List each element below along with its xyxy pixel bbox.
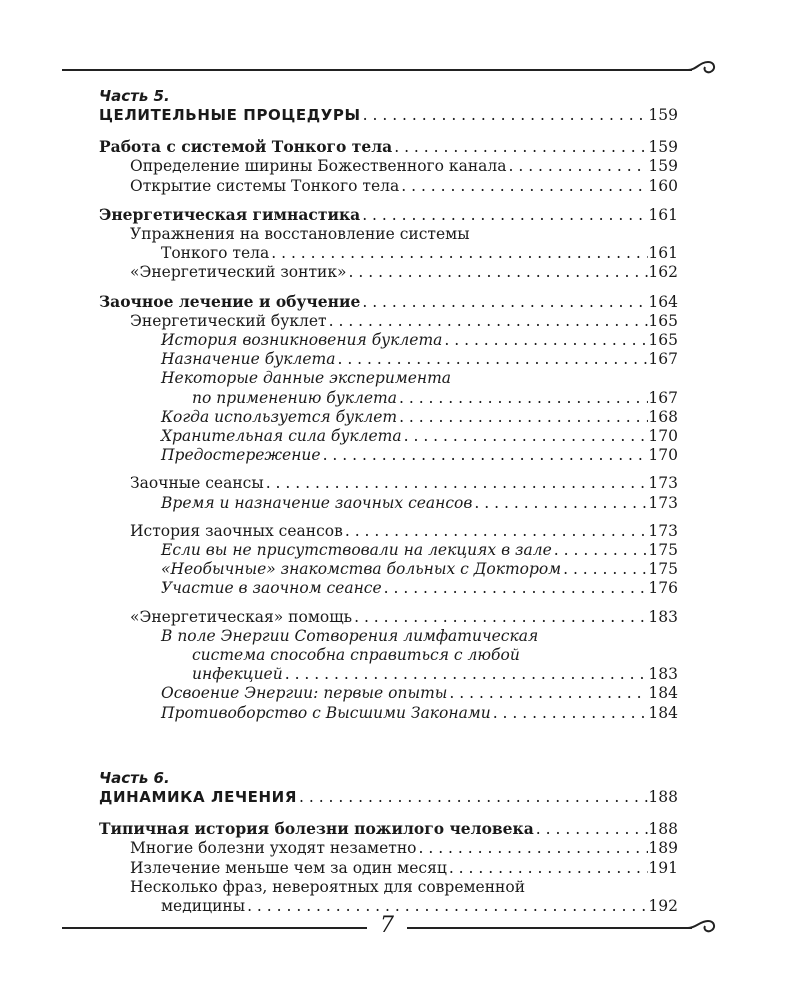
- toc-entry[interactable]: инфекцией . . . 183: [99, 665, 678, 684]
- toc-entry[interactable]: Заочное лечение и обучение . . . 164: [99, 292, 678, 312]
- top-rule: [62, 69, 692, 71]
- toc-part6-title[interactable]: ДИНАМИКА ЛЕЧЕНИЯ . . . 188: [99, 788, 678, 807]
- toc-entry[interactable]: Определение ширины Божественного канала . . . 159: [99, 157, 678, 176]
- toc-entry[interactable]: Освоение Энергии: первые опыты . . . 184: [99, 684, 678, 703]
- toc-entry[interactable]: Хранительная сила буклета . . . 170: [99, 427, 678, 446]
- toc-entry[interactable]: Предостережение . . . 170: [99, 446, 678, 465]
- toc-entry[interactable]: «Необычные» знакомства больных с Доктором . . . 175: [99, 560, 678, 579]
- toc-entry[interactable]: Участие в заочном сеансе . . . 176: [99, 579, 678, 598]
- toc-entry[interactable]: «Энергетическая» помощь . . . 183: [99, 608, 678, 627]
- part6-label: Часть 6.: [99, 768, 170, 787]
- bottom-rule-left: [62, 927, 367, 929]
- toc-entry-line[interactable]: Некоторые данные эксперимента: [161, 369, 452, 388]
- toc-entry[interactable]: Излечение меньше чем за один месяц . . . 191: [99, 859, 678, 878]
- toc-entry[interactable]: Энергетический буклет . . . 165: [99, 312, 678, 331]
- toc-entry[interactable]: Противоборство с Высшими Законами . . . 184: [99, 704, 678, 723]
- table-of-contents: [99, 87, 678, 916]
- toc-entry[interactable]: История возникновения буклета . . . 165: [99, 331, 678, 350]
- top-flourish-icon: [688, 58, 718, 78]
- toc-entry-line[interactable]: Несколько фраз, невероятных для современной: [130, 877, 526, 896]
- page-number: 7: [380, 913, 394, 938]
- toc-entry[interactable]: Заочные сеансы . . . 173: [99, 474, 678, 493]
- toc-entry[interactable]: Типичная история болезни пожилого человека . . . 188: [99, 819, 678, 839]
- toc-entry[interactable]: Работа с системой Тонкого тела . . . 159: [99, 137, 678, 157]
- toc-entry-line[interactable]: В поле Энергии Сотворения лимфатическая: [161, 626, 539, 645]
- bottom-flourish-icon: [688, 918, 718, 938]
- toc-entry[interactable]: Время и назначение заочных сеансов . . . 173: [99, 494, 678, 513]
- toc-entry[interactable]: История заочных сеансов . . . 173: [99, 522, 678, 541]
- part5-label: Часть 5.: [99, 87, 170, 105]
- toc-entry[interactable]: «Энергетический зонтик» . . . 162: [99, 263, 678, 282]
- toc-entry[interactable]: Когда используется буклет . . . 168: [99, 408, 678, 427]
- toc-entry-line[interactable]: Упражнения на восстановление системы: [130, 225, 470, 244]
- toc-entry-line[interactable]: система способна справиться с любой: [192, 646, 520, 665]
- bottom-rule-right: [407, 927, 692, 929]
- toc-entry[interactable]: Назначение буклета . . . 167: [99, 350, 678, 369]
- toc-part5-title[interactable]: ЦЕЛИТЕЛЬНЫЕ ПРОЦЕДУРЫ . . . 159: [99, 106, 678, 125]
- toc-entry[interactable]: Если вы не присутствовали на лекциях в зале . . . 175: [99, 541, 678, 560]
- toc-entry[interactable]: Энергетическая гимнастика . . . 161: [99, 205, 678, 225]
- toc-entry[interactable]: Многие болезни уходят незаметно . . . 189: [99, 839, 678, 858]
- toc-entry[interactable]: по применению буклета . . . 167: [99, 389, 678, 408]
- toc-entry[interactable]: медицины . . . 192: [99, 897, 678, 916]
- toc-entry[interactable]: Тонкого тела . . . 161: [99, 244, 678, 263]
- toc-entry[interactable]: Открытие системы Тонкого тела . . . 160: [99, 177, 678, 196]
